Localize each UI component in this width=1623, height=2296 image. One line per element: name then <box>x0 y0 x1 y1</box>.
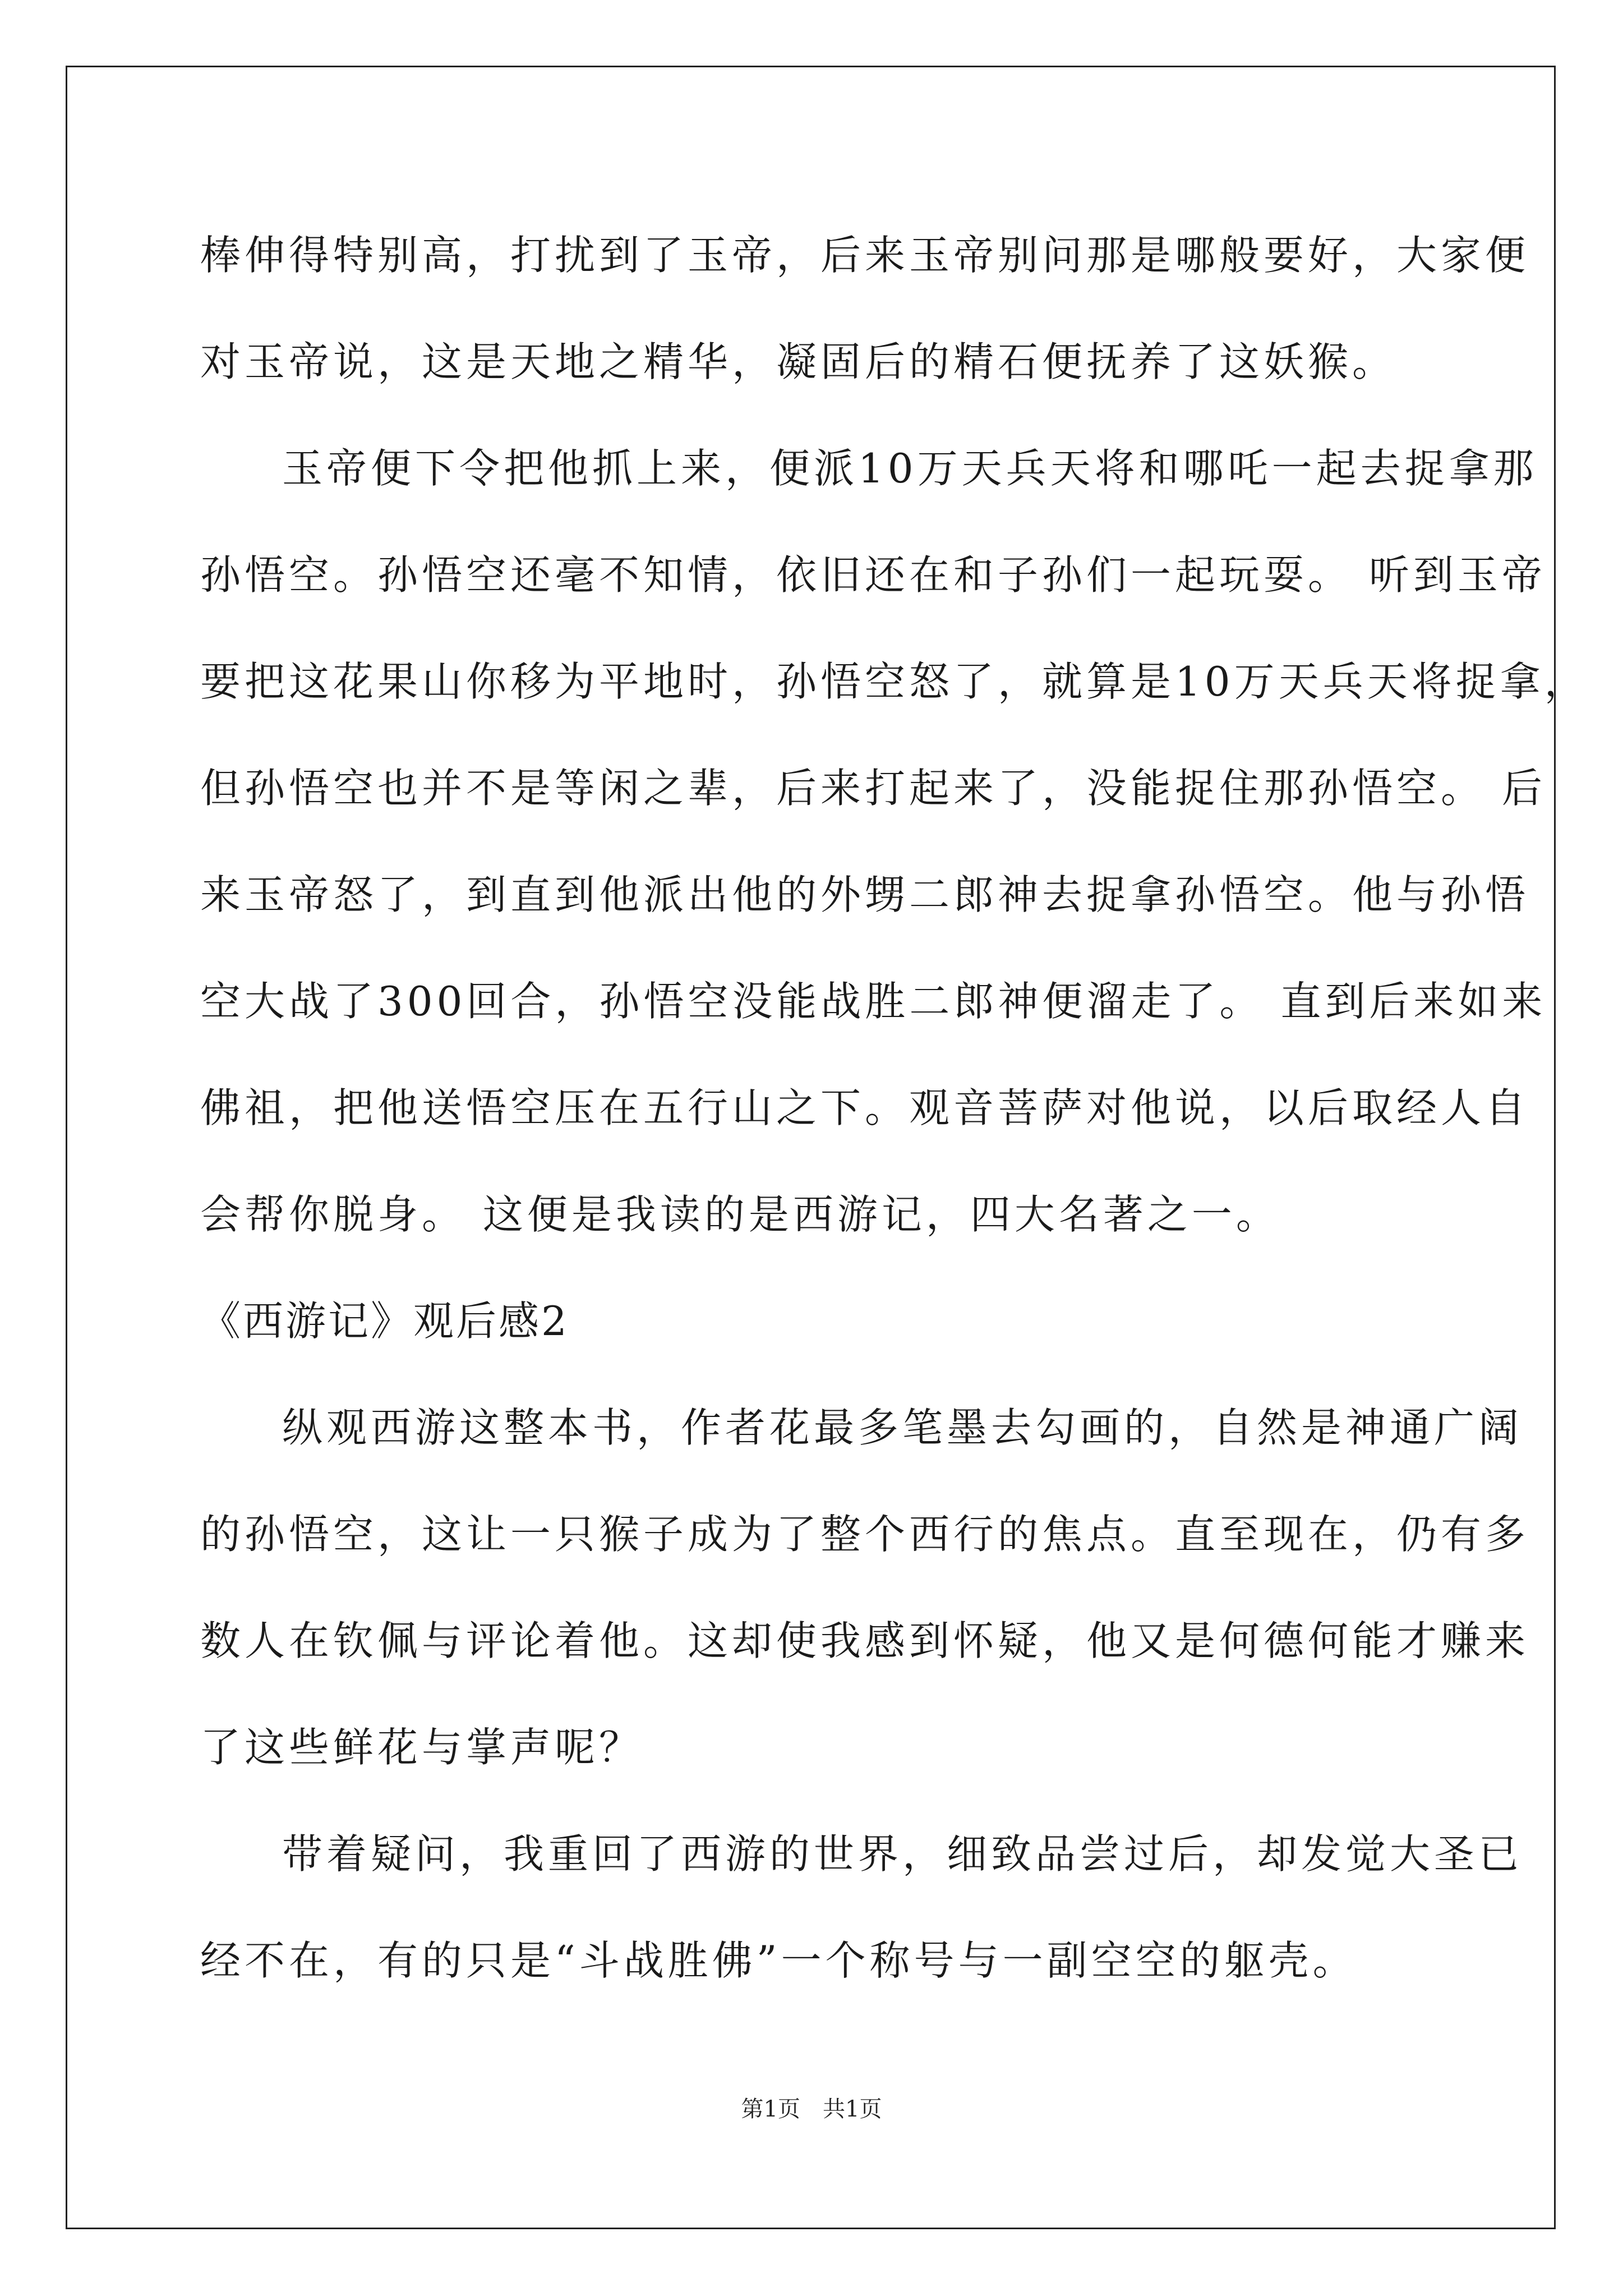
paragraph-questions <box>200 1809 1523 2022</box>
text-line: 的孙悟空，这让一只猴子成为了整个西行的焦点。直至现在，仍有多 <box>200 1511 1530 1558</box>
text-line: 空大战了300回合，孙悟空没能战胜二郎神便溜走了。 直到后来如来 <box>200 978 1547 1025</box>
text-line: 经不在，有的只是“斗战胜佛”一个称号与一副空空的躯壳。 <box>200 1937 1357 1984</box>
text-line: 数人在钦佩与评论着他。这却使我感到怀疑，他又是何德何能才赚来 <box>200 1617 1530 1664</box>
text-line: 带着疑问，我重回了西游的世界，细致品尝过后，却发觉大圣已 <box>282 1830 1523 1878</box>
text-line: 孙悟空。孙悟空还毫不知情，依旧还在和子孙们一起玩耍。 听到玉帝 <box>200 551 1546 599</box>
text-line: 玉帝便下令把他抓上来，便派10万天兵天将和哪吒一起去捉拿那 <box>282 445 1538 492</box>
text-line: 棒伸得特别高，打扰到了玉帝，后来玉帝别问那是哪般要好，大家便 <box>200 232 1530 279</box>
text-line: 要把这花果山你移为平地时，孙悟空怒了，就算是10万天兵天将捉拿， <box>200 658 1589 705</box>
document-body <box>200 210 1589 2022</box>
paragraph-continuation <box>200 210 1530 424</box>
text-line: 佛祖，把他送悟空压在五行山之下。观音菩萨对他说，以后取经人自 <box>200 1084 1530 1131</box>
page-number-footer: 第1页 共1页 <box>741 2096 882 2122</box>
paragraph-heavenly-army <box>200 424 1589 1276</box>
text-line: 会帮你脱身。 这便是我读的是西游记，四大名著之一。 <box>200 1191 1280 1238</box>
text-line: 来玉帝怒了，到直到他派出他的外甥二郎神去捉拿孙悟空。他与孙悟 <box>200 871 1530 918</box>
text-line: 了这些鲜花与掌声呢？ <box>200 1724 644 1771</box>
text-line: 对玉帝说，这是天地之精华，凝固后的精石便抚养了这妖猴。 <box>200 338 1397 385</box>
section-heading: 《西游记》观后感2 <box>200 1297 569 1345</box>
text-line: 但孙悟空也并不是等闲之辈，后来打起来了，没能捉住那孙悟空。 后 <box>200 765 1546 812</box>
text-line: 纵观西游这整本书，作者花最多笔墨去勾画的，自然是神通广阔 <box>282 1404 1523 1451</box>
paragraph-overview <box>200 1383 1530 1809</box>
